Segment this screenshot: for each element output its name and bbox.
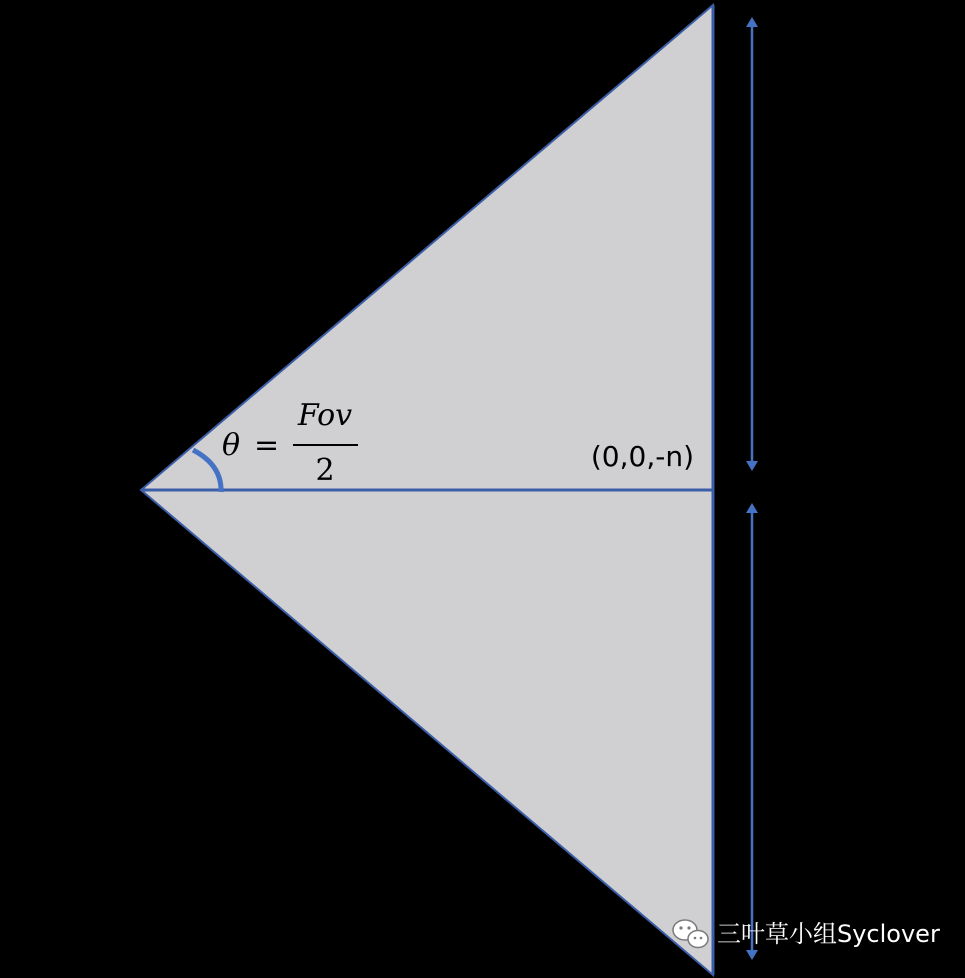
- formula-numerator: Fov: [297, 398, 353, 433]
- watermark-text: 三叶草小组Syclover: [717, 920, 940, 948]
- formula-denominator: 2: [315, 453, 335, 488]
- theta-symbol: θ: [222, 428, 241, 463]
- equals-symbol: =: [254, 428, 280, 463]
- near-plane-center-label: (0,0,-n): [590, 440, 694, 473]
